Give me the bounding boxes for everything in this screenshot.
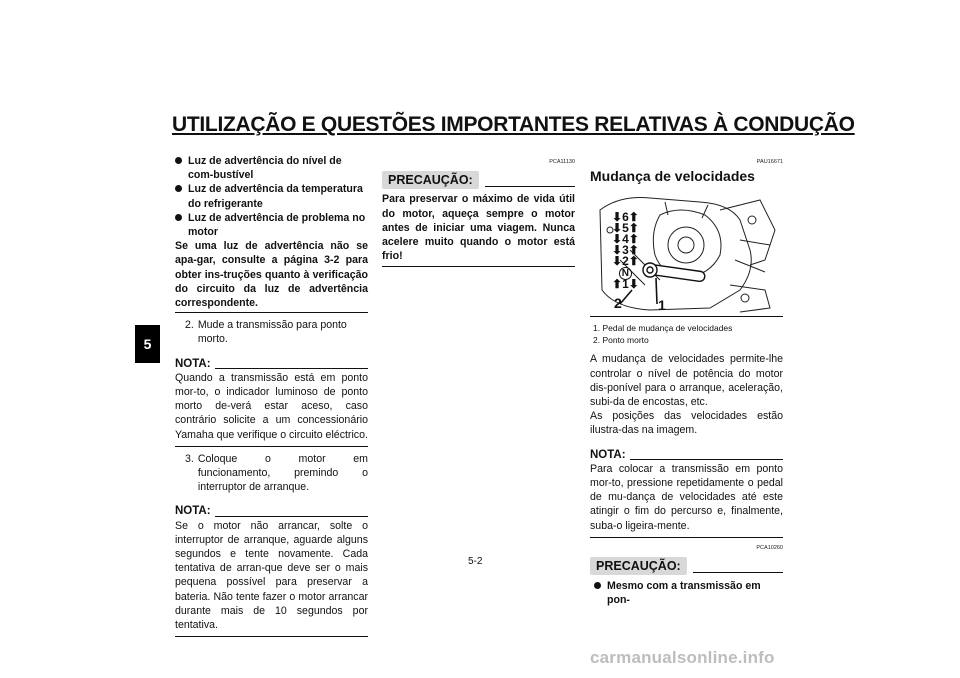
bullet-item: Luz de advertência da temperatura do refrigerante	[175, 182, 368, 210]
gear-label: ⬇3⬆	[612, 243, 639, 258]
caption-item: 1. Pedal de mudança de velocidades	[593, 323, 733, 334]
gear-label: ⬇2⬆	[612, 254, 639, 269]
bullet-dot-icon	[175, 185, 182, 192]
caution-heading: PRECAUÇÃO:	[382, 171, 575, 189]
figure-captions	[593, 322, 783, 346]
caution-bullet: Mesmo com a transmissão em pon-	[594, 579, 783, 607]
reference-code: PCA11130	[549, 159, 575, 165]
left-column	[175, 154, 368, 637]
bullet-dot-icon	[175, 214, 182, 221]
bullet-item: Luz de advertência de problema no motor	[175, 211, 368, 239]
step-3: 3. Coloque o motor em funcionamento, premindo o interruptor de arranque.	[185, 452, 368, 494]
right-column	[590, 155, 783, 608]
callout-1: 1	[658, 297, 666, 314]
section-heading: Mudança de velocidades	[590, 168, 755, 185]
divider	[175, 636, 368, 637]
gear-figure	[590, 190, 783, 317]
bullet-item: Luz de advertência do nível de com-bustível	[175, 154, 368, 182]
watermark: carmanualsonline.info	[590, 648, 775, 667]
caution-text: Para preservar o máximo de vida útil do motor, aqueça sempre o motor antes de iniciar uma viagem. Nunca acelere muito quando o motor está frio!	[382, 193, 575, 263]
middle-column	[382, 155, 575, 267]
reference-code: PAU16671	[756, 159, 783, 165]
warning-text: Se uma luz de advertência não se apa-gar, consulte a página 3-2 para obter ins-truções quanto à verificação do circuito da luz de advertência correspondente.	[175, 240, 368, 310]
nota-text: Se o motor não arrancar, solte o interruptor de arranque, aguarde alguns segundos e tente novamente. Cada tentativa de arran-que deve ser o mais pequena possível para preservar a bateria. Não tente fazer o motor arrancar durante mais de 10 segundos por tentativa.	[175, 519, 368, 632]
chapter-tab: 5	[135, 325, 160, 363]
divider	[175, 312, 368, 313]
nota-heading: NOTA:	[175, 504, 368, 518]
page-title: UTILIZAÇÃO E QUESTÕES IMPORTANTES RELATIVAS À CONDUÇÃO	[172, 113, 855, 136]
gear-label-neutral: N	[612, 267, 639, 279]
callout-2: 2	[614, 295, 622, 312]
caution-heading: PRECAUÇÃO:	[590, 557, 783, 575]
gear-sequence	[612, 212, 639, 290]
nota-text: Para colocar a transmissão em ponto mor-to, pressione repetidamente o pedal de mu-dança de velocidades até este atingir o fim do percurso e, finalmente, suba-o ligeira-mente.	[590, 462, 783, 532]
page-number: 5-2	[468, 556, 483, 567]
gear-label: ⬇4⬆	[612, 232, 639, 247]
step-2: 2. Mude a transmissão para ponto morto.	[185, 319, 347, 346]
gear-label: ⬇5⬆	[612, 221, 639, 236]
caption-item: 2. Ponto morto	[593, 335, 649, 346]
gear-label: ⬇6⬆	[612, 210, 639, 225]
reference-code: PCA10260	[756, 544, 783, 551]
divider	[382, 266, 575, 267]
divider	[590, 537, 783, 538]
nota-heading: NOTA:	[175, 357, 368, 371]
nota-heading: NOTA:	[590, 448, 783, 462]
bullet-dot-icon	[594, 582, 601, 589]
divider	[175, 446, 368, 447]
paragraph: A mudança de velocidades permite-lhe controlar o nível de potência do motor dis-ponível para o arranque, aceleração, subi-da de encostas, etc.	[590, 353, 783, 409]
bullet-dot-icon	[175, 157, 182, 164]
gear-label: ⬆1⬇	[612, 277, 639, 292]
paragraph: As posições das velocidades estão ilustra-das na imagem.	[590, 410, 783, 437]
nota-text: Quando a transmissão está em ponto mor-to, o indicador luminoso de ponto morto de-verá estar aceso, caso contrário solicite a um concessionário Yamaha que verifique o circuito eléctrico.	[175, 371, 368, 441]
